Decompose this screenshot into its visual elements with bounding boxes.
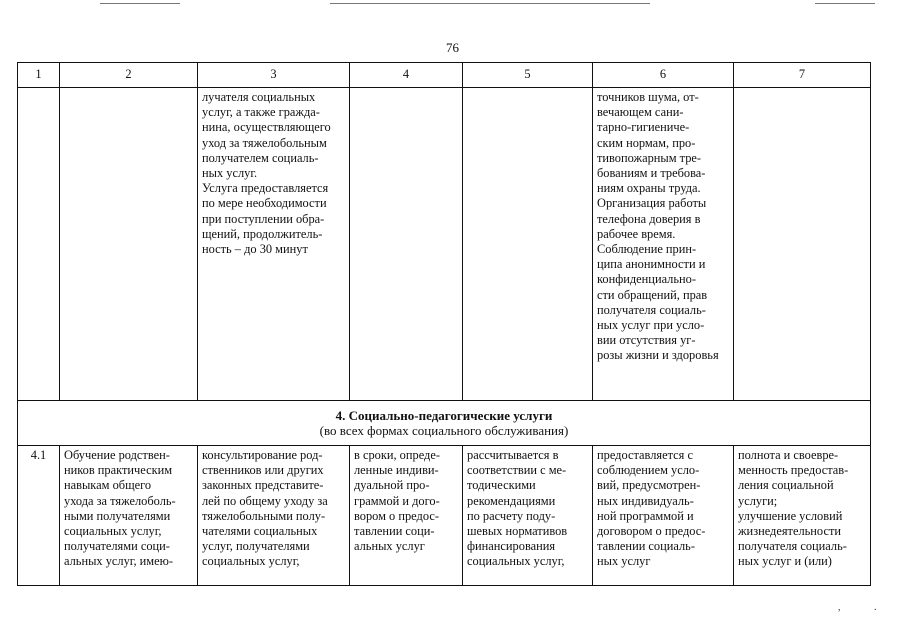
- cell-text-line: уход за тяжелобольным: [202, 135, 327, 150]
- scan-artifact-line: [815, 3, 875, 4]
- cell-text-line: договором о предос-: [597, 524, 706, 539]
- section-header-row: [18, 401, 871, 446]
- cell-text-line: улучшение условий: [738, 508, 843, 523]
- cell-text-line: тавлении соци-: [354, 524, 435, 539]
- cell-text-line: лей по общему уходу за: [202, 493, 328, 508]
- cell-text-line: финансирования: [467, 539, 556, 554]
- column-number: 1: [18, 63, 60, 88]
- cell-text-line: розы жизни и здоровья: [597, 348, 719, 363]
- cell-text-line: по расчету поду-: [467, 508, 556, 523]
- cell-text-line: ников практическим: [64, 463, 173, 478]
- service-procedure-cell: [198, 88, 350, 401]
- service-quality-cell: [734, 446, 871, 586]
- cell-text-line: социальных услуг,: [467, 554, 565, 569]
- cell-text-line: альных услуг: [354, 539, 425, 554]
- column-number: 5: [463, 63, 593, 88]
- cell-text-line: сти обращений, прав: [597, 287, 708, 302]
- cell-text-line: шевых нормативов: [467, 524, 568, 539]
- scan-speck: ,: [838, 602, 841, 613]
- service-conditions-cell: [593, 88, 734, 401]
- cell-text-line: вий, предусмотрен-: [597, 478, 701, 493]
- cell-text-line: ными получателями: [64, 508, 171, 523]
- cell-text-line: Соблюдение прин-: [597, 242, 697, 257]
- cell-text-line: ных индивидуаль-: [597, 493, 694, 508]
- cell-text-line: тивопожарным тре-: [597, 150, 702, 165]
- cell-text-line: ципа анонимности и: [597, 257, 706, 272]
- table-row: [18, 446, 871, 586]
- column-number: 3: [198, 63, 350, 88]
- service-tariff-cell: [463, 446, 593, 586]
- column-number: 6: [593, 63, 734, 88]
- cell-text-line: ления социальной: [738, 478, 834, 493]
- cell-text-line: жизнедеятельности: [738, 524, 841, 539]
- cell-text-line: вии отсутствия уг-: [597, 333, 696, 348]
- cell-text-line: ухода за тяжелоболь-: [64, 493, 176, 508]
- cell-text-line: в сроки, опреде-: [354, 448, 440, 462]
- cell-text-line: при поступлении обра-: [202, 211, 325, 226]
- cell-text-line: консультирование род-: [202, 448, 323, 462]
- cell-text-line: навыкам общего: [64, 478, 152, 493]
- cell-text-line: получателя социаль-: [597, 302, 706, 317]
- service-term-cell: [350, 446, 463, 586]
- cell-text-line: вором о предос-: [354, 508, 439, 523]
- cell-text-line: получателя социаль-: [738, 539, 847, 554]
- cell-text-line: ским нормам, про-: [597, 135, 696, 150]
- cell-text-line: услуги;: [738, 493, 778, 508]
- cell-text-line: тарно-гигиениче-: [597, 120, 690, 135]
- column-number: 7: [734, 63, 871, 88]
- cell-text-line: тодическими: [467, 478, 536, 493]
- table-cell: [18, 88, 60, 401]
- cell-text-line: услуг, а также гражда-: [202, 105, 320, 120]
- cell-text-line: соответствии с ме-: [467, 463, 567, 478]
- scan-speck: .: [874, 602, 877, 613]
- cell-text-line: точников шума, от-: [597, 90, 699, 104]
- cell-text-line: социальных услуг,: [64, 524, 162, 539]
- scan-artifact-line: [100, 3, 180, 4]
- cell-text-line: законных представите-: [202, 478, 324, 493]
- cell-text-line: рассчитывается в: [467, 448, 559, 462]
- cell-text-line: услуг, получателями: [202, 539, 310, 554]
- section-header-cell: [18, 401, 871, 446]
- cell-text-line: ниям охраны труда.: [597, 181, 701, 196]
- cell-text-line: Услуга предоставляется: [202, 181, 329, 196]
- table-row: [18, 88, 871, 401]
- section-title: 4. Социально-педагогические услуги: [335, 407, 553, 423]
- cell-text-line: предоставляется с: [597, 448, 693, 462]
- cell-text-line: соблюдением усло-: [597, 463, 700, 478]
- cell-text-line: ных услуг: [597, 554, 651, 569]
- column-number: 2: [60, 63, 198, 88]
- cell-text-line: ственников или других: [202, 463, 324, 478]
- cell-text-line: социальных услуг,: [202, 554, 300, 569]
- table-cell: [463, 88, 593, 401]
- cell-text-line: ных услуг при усло-: [597, 318, 705, 333]
- cell-text-line: получателями соци-: [64, 539, 170, 554]
- cell-text-line: альных услуг, имею-: [64, 554, 173, 569]
- table-cell: [734, 88, 871, 401]
- cell-text-line: тяжелобольными полу-: [202, 508, 326, 523]
- cell-text-line: чателями социальных: [202, 524, 318, 539]
- service-conditions-cell: [593, 446, 734, 586]
- cell-text-line: вечающем сани-: [597, 105, 684, 120]
- cell-text-line: менность предостав-: [738, 463, 849, 478]
- cell-text-line: ной программой и: [597, 508, 694, 523]
- cell-text-line: ность – до 30 минут: [202, 242, 308, 257]
- cell-text-line: рекомендациями: [467, 493, 556, 508]
- cell-text-line: Организация работы: [597, 196, 707, 211]
- service-name-cell: [60, 446, 198, 586]
- column-number: 4: [350, 63, 463, 88]
- services-table: [17, 62, 871, 586]
- scan-artifact-line: [330, 3, 650, 4]
- table-cell: [60, 88, 198, 401]
- cell-text-line: нина, осуществляющего: [202, 120, 331, 135]
- table-cell: [350, 88, 463, 401]
- service-procedure-cell: [198, 446, 350, 586]
- cell-text-line: рабочее время.: [597, 226, 676, 241]
- cell-text-line: ленные индиви-: [354, 463, 439, 478]
- cell-text-line: телефона доверия в: [597, 211, 701, 226]
- cell-text-line: лучателя социальных: [202, 90, 316, 104]
- cell-text-line: полнота и своевре-: [738, 448, 839, 462]
- cell-text-line: дуальной про-: [354, 478, 430, 493]
- cell-text-line: ных услуг и (или): [738, 554, 832, 569]
- cell-text-line: бованиям и требова-: [597, 166, 706, 181]
- cell-text-line: конфиденциально-: [597, 272, 696, 287]
- cell-text-line: по мере необходимости: [202, 196, 327, 211]
- row-number: 4.1: [18, 446, 60, 586]
- cell-text-line: тавлении социаль-: [597, 539, 695, 554]
- cell-text-line: получателем социаль-: [202, 150, 319, 165]
- section-subtitle: (во всех формах социального обслуживания): [319, 423, 569, 438]
- page-number: 76: [446, 40, 459, 55]
- cell-text-line: щений, продолжитель-: [202, 226, 323, 241]
- cell-text-line: Обучение родствен-: [64, 448, 170, 462]
- cell-text-line: граммой и дого-: [354, 493, 440, 508]
- column-number-row: [18, 63, 871, 88]
- cell-text-line: ных услуг.: [202, 166, 258, 181]
